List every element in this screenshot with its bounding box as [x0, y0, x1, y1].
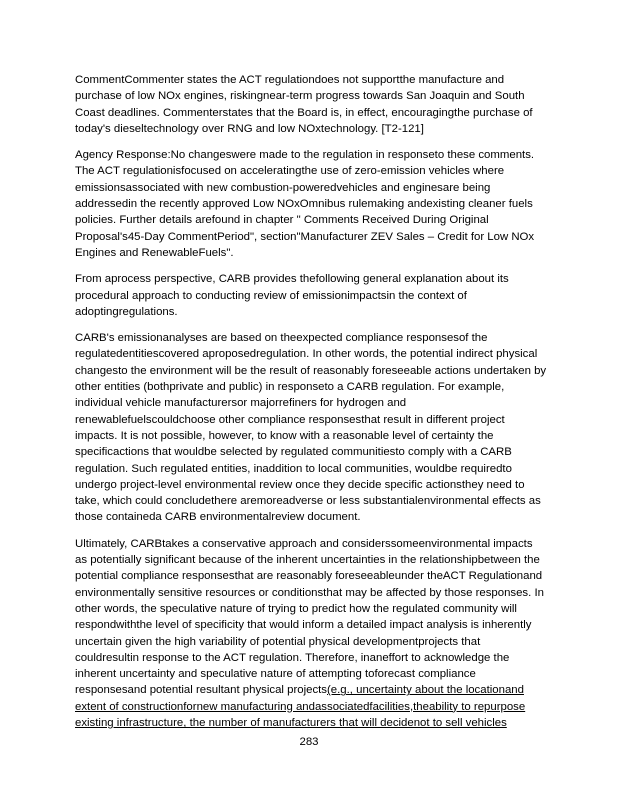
- document-body: [75, 72, 547, 731]
- conservative-approach-paragraph: [75, 536, 547, 732]
- emission-analyses-paragraph: CARB's emissionanalyses are based on theexpected compliance responsesof the regulatedentitiescovered aproposedregulation. In other words, the potential indirect physical changesto the environment will be the result of reasonably foreseeable actions undertaken by other entities (bothprivate and public) in responseto a CARB regulation. For example, individual vehicle manufacturersor majorrefiners for hydrogen and renewablefuelscouldchoose other compliance responsesthat result in different project impacts. It is not possible, however, to know with a reasonable level of certainty the specificactions that wouldbe selected by regulated communitiesto comply with a CARB regulation. Such regulated entities, inaddition to local communities, wouldbe requiredto undergo project-level environmental review once they decide specific actionsthey need to take, which could concludethere aremoreadverse or less substantialenvironmental effects as those containeda CARB environmentalreview document.: [75, 332, 547, 524]
- agency-response-paragraph: Agency Response:No changeswere made to the regulation in responseto these comments. The ACT regulationisfocused on acceleratingthe use of zero-emission vehicles where emissionsassociated with new combustion-poweredvehicles and enginesare being addressedin the recently approved Low NOxOmnibus rulemaking andexisting cleaner fuels policies. Further details arefound in chapter " Comments Received During Original Proposal's45-Day CommentPeriod", section"Manufacturer ZEV Sales – Credit for Low NOx Engines and RenewableFuels".: [75, 149, 535, 259]
- page-number: 283: [299, 736, 319, 748]
- underlined-text: (e.g., uncertainty about the locationand extent of constructionfornew manufacturing andassociatedfacilities,theability to repurpose existing infrastructure, the number of manufacturers that will decidenot to sell vehicles: [75, 684, 526, 729]
- conservative-approach-text: Ultimately, CARBtakes a conservative approach and considerssomeenvironmental impacts as potentially significant because of the inherent uncertainties in the relationshipbetween the potential compliance responsesthat are reasonably foreseeableunder theACT Regulationand environmentally sensitive resources or conditionsthat may be affected by those responses. In other words, the speculative nature of trying to predict how the regulated community will respondwiththe level of specificity that would inform a detailed impact analysis is inherently uncertain given the high variability of potential physical developmentprojects that couldresultin response to the ACT regulation. Therefore, inaneffort to acknowledge the inherent uncertainty and speculative nature of attempting toforecast compliance responsesand potential resultant physical projects: [75, 537, 544, 697]
- process-perspective-paragraph: From aprocess perspective, CARB provides thefollowing general explanation about its procedural approach to conducting review of emissionimpactsin the context of adoptingregulations.: [75, 273, 509, 318]
- comment-paragraph: CommentCommenter states the ACT regulationdoes not supportthe manufacture and purchase of low NOx engines, riskingnear-term progress towards San Joaquin and South Coast deadlines. Commenterstates that the Board is, in effect, encouragingthe purchase of today's dieseltechnology over RNG and low NOxtechnology. [T2-121]: [75, 74, 533, 135]
